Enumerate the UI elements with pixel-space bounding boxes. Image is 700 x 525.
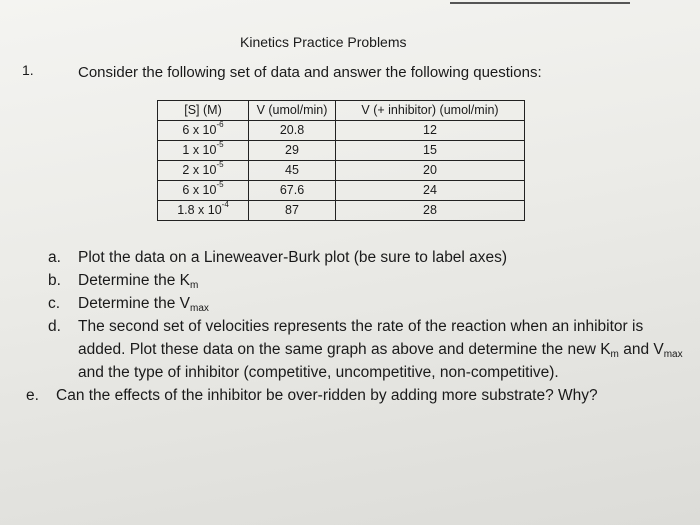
header-substrate: [S] (M): [158, 101, 249, 121]
item-subscript: m: [190, 280, 199, 291]
cell-velocity: 20.8: [249, 121, 336, 141]
question-number: 1.: [22, 62, 34, 78]
question-item-a: [48, 246, 688, 269]
cell-velocity: 67.6: [249, 181, 336, 201]
item-subscript: max: [663, 349, 683, 360]
cell-substrate: 1.8 x $10^{-4}$: [158, 201, 249, 221]
cell-substrate: 2 x $10^{-5}$: [158, 161, 249, 181]
item-text: Plot the data on a Lineweaver-Burk plot (be sure to label axes): [78, 249, 508, 266]
question-item-b: [48, 269, 688, 292]
cell-velocity-inhibitor: 28: [336, 201, 525, 221]
item-subscript: m: [610, 349, 619, 360]
item-label: e.: [26, 387, 39, 404]
table-row: [158, 121, 525, 141]
top-rule: [450, 2, 630, 4]
cell-velocity-inhibitor: 12: [336, 121, 525, 141]
item-text: and the type of inhibitor (competitive, uncompetitive, non-competitive).: [78, 364, 559, 381]
cell-velocity: 87: [249, 201, 336, 221]
question-list: [26, 246, 688, 407]
item-label: c.: [48, 295, 61, 312]
item-label: b.: [48, 272, 61, 289]
cell-velocity-inhibitor: 15: [336, 141, 525, 161]
item-text: Determine the K: [78, 272, 190, 289]
item-text: Can the effects of the inhibitor be over-ridden by adding more substrate? Why?: [56, 387, 598, 404]
item-text: and V: [618, 341, 664, 358]
question-prompt: Consider the following set of data and answer the following questions:: [78, 64, 542, 81]
item-label: d.: [48, 318, 61, 335]
table-row: [158, 161, 525, 181]
question-item-e: [26, 384, 688, 407]
item-text: Determine the V: [78, 295, 190, 312]
item-subscript: max: [190, 303, 209, 314]
question-item-c: [48, 292, 688, 315]
header-velocity: V (umol/min): [249, 101, 336, 121]
cell-substrate: 6 x $10^{-6}$: [158, 121, 249, 141]
header-velocity-inhibitor: V (+ inhibitor) (umol/min): [336, 101, 525, 121]
cell-substrate: 6 x $10^{-5}$: [158, 181, 249, 201]
kinetics-data-table: [157, 100, 525, 221]
table-row: [158, 201, 525, 221]
cell-velocity-inhibitor: 24: [336, 181, 525, 201]
table-header-row: [158, 101, 525, 121]
table-row: [158, 181, 525, 201]
table-row: [158, 141, 525, 161]
item-label: a.: [48, 249, 61, 266]
item-text: The second set of velocities represents the rate of the reaction when an inhibitor is added. Plot these data on the same graph as above and determine the new K: [78, 318, 644, 358]
question-item-d: [48, 315, 688, 384]
cell-velocity: 45: [249, 161, 336, 181]
cell-velocity: 29: [249, 141, 336, 161]
cell-velocity-inhibitor: 20: [336, 161, 525, 181]
page-title: Kinetics Practice Problems: [240, 34, 407, 50]
cell-substrate: 1 x $10^{-5}$: [158, 141, 249, 161]
